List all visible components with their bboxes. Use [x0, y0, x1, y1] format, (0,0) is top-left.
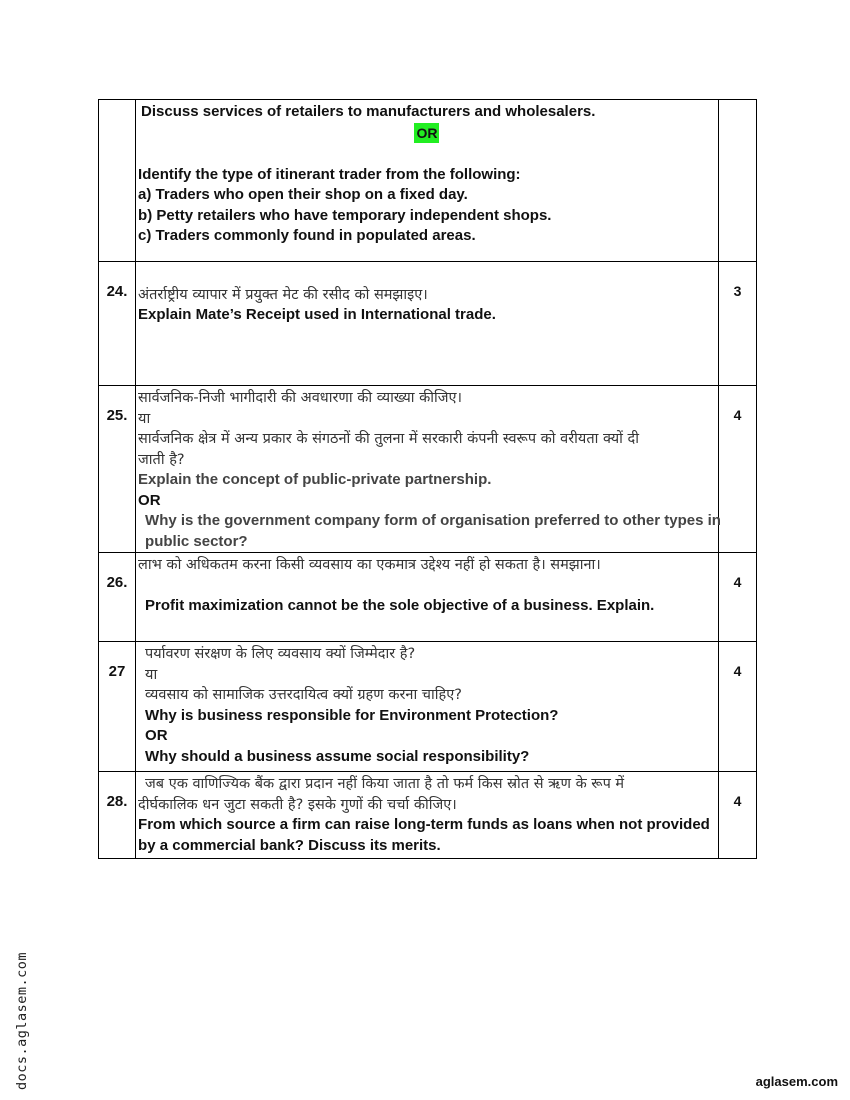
english-text-line: Why should a business assume social responsibility?	[145, 747, 530, 765]
question-text-cell	[136, 772, 719, 859]
question-row	[99, 553, 757, 642]
site-label: aglasem.com	[755, 1074, 838, 1089]
question-text-cell	[136, 262, 719, 386]
question-marks: 4	[718, 386, 756, 553]
or-highlight: OR	[414, 123, 439, 144]
question-row	[99, 100, 757, 262]
blank-line	[138, 264, 716, 285]
hindi-text-line: जब एक वाणिज्यिक बैंक द्वारा प्रदान नहीं किया जाता है तो फर्म किस स्रोत से ऋण के रूप में	[145, 776, 625, 792]
watermark-text: docs.aglasem.com	[14, 951, 30, 1090]
question-row	[99, 262, 757, 386]
or-separator	[138, 123, 716, 145]
english-text-line: by a commercial bank? Discuss its merits.	[138, 836, 441, 854]
question-text-cell	[136, 386, 719, 553]
hindi-text-line: या	[145, 666, 158, 683]
question-text-cell	[136, 642, 719, 772]
question-table-body	[99, 100, 757, 859]
english-text-line: Why is business responsible for Environment Protection?	[145, 706, 559, 724]
question-marks: 4	[718, 772, 756, 859]
hindi-text-line: सार्वजनिक क्षेत्र में अन्य प्रकार के संगठनों की तुलना में सरकारी कंपनी स्वरूप को वरीयता क्यों दी	[138, 431, 639, 447]
question-number: 26.	[99, 553, 136, 642]
question-number: 27	[99, 642, 136, 772]
hindi-text-line: लाभ को अधिकतम करना किसी व्यवसाय का एकमात्र उद्देश्य नहीं हो सकता है। समझाना।	[138, 557, 601, 573]
hindi-text-line: पर्यावरण संरक्षण के लिए व्यवसाय क्यों जिम्मेदार है?	[145, 646, 416, 662]
hindi-text-line: अंतर्राष्ट्रीय व्यापार में प्रयुक्त मेट की रसीद को समझाइए।	[138, 286, 428, 303]
question-row	[99, 772, 757, 859]
hindi-text-line: या	[138, 410, 151, 427]
question-marks: 4	[718, 642, 756, 772]
english-text-line: From which source a firm can raise long-term funds as loans when not provided	[138, 816, 710, 833]
english-text-line: Identify the type of itinerant trader from the following:	[138, 165, 521, 183]
hindi-text-line: सार्वजनिक-निजी भागीदारी की अवधारणा की व्याख्या कीजिए।	[138, 390, 463, 406]
english-text-line: Discuss services of retailers to manufacturers and wholesalers.	[141, 103, 596, 120]
blank-line	[138, 144, 716, 165]
question-marks: 4	[718, 553, 756, 642]
question-table	[98, 99, 757, 859]
english-text-line: Explain Mate’s Receipt used in International trade.	[138, 306, 496, 323]
english-text-line: public sector?	[145, 532, 248, 550]
english-text-line: Why is the government company form of organisation preferred to other types in	[145, 512, 721, 529]
english-text-line: a) Traders who open their shop on a fixed day.	[138, 186, 468, 203]
question-number: 28.	[99, 772, 136, 859]
question-row	[99, 386, 757, 553]
hindi-text-line: व्यवसाय को सामाजिक उत्तरदायित्व क्यों ग्रहण करना चाहिए?	[145, 687, 462, 703]
english-text-line: Explain the concept of public-private partnership.	[138, 471, 492, 488]
question-text-cell	[136, 100, 719, 262]
question-marks: 3	[718, 262, 756, 386]
question-number: 25.	[99, 386, 136, 553]
english-text-line: Profit maximization cannot be the sole objective of a business. Explain.	[145, 597, 655, 614]
english-text-line: c) Traders commonly found in populated areas.	[138, 227, 476, 244]
question-number	[99, 100, 136, 262]
hindi-text-line: जाती है?	[138, 451, 185, 468]
blank-line	[138, 576, 716, 597]
question-text-cell	[136, 553, 719, 642]
hindi-text-line: दीर्घकालिक धन जुटा सकती है? इसके गुणों की चर्चा कीजिए।	[138, 796, 457, 813]
question-number: 24.	[99, 262, 136, 386]
english-text-line: b) Petty retailers who have temporary independent shops.	[138, 206, 552, 224]
english-text-line: OR	[145, 727, 168, 744]
english-text-line: OR	[138, 491, 161, 509]
question-marks	[718, 100, 756, 262]
question-row	[99, 642, 757, 772]
